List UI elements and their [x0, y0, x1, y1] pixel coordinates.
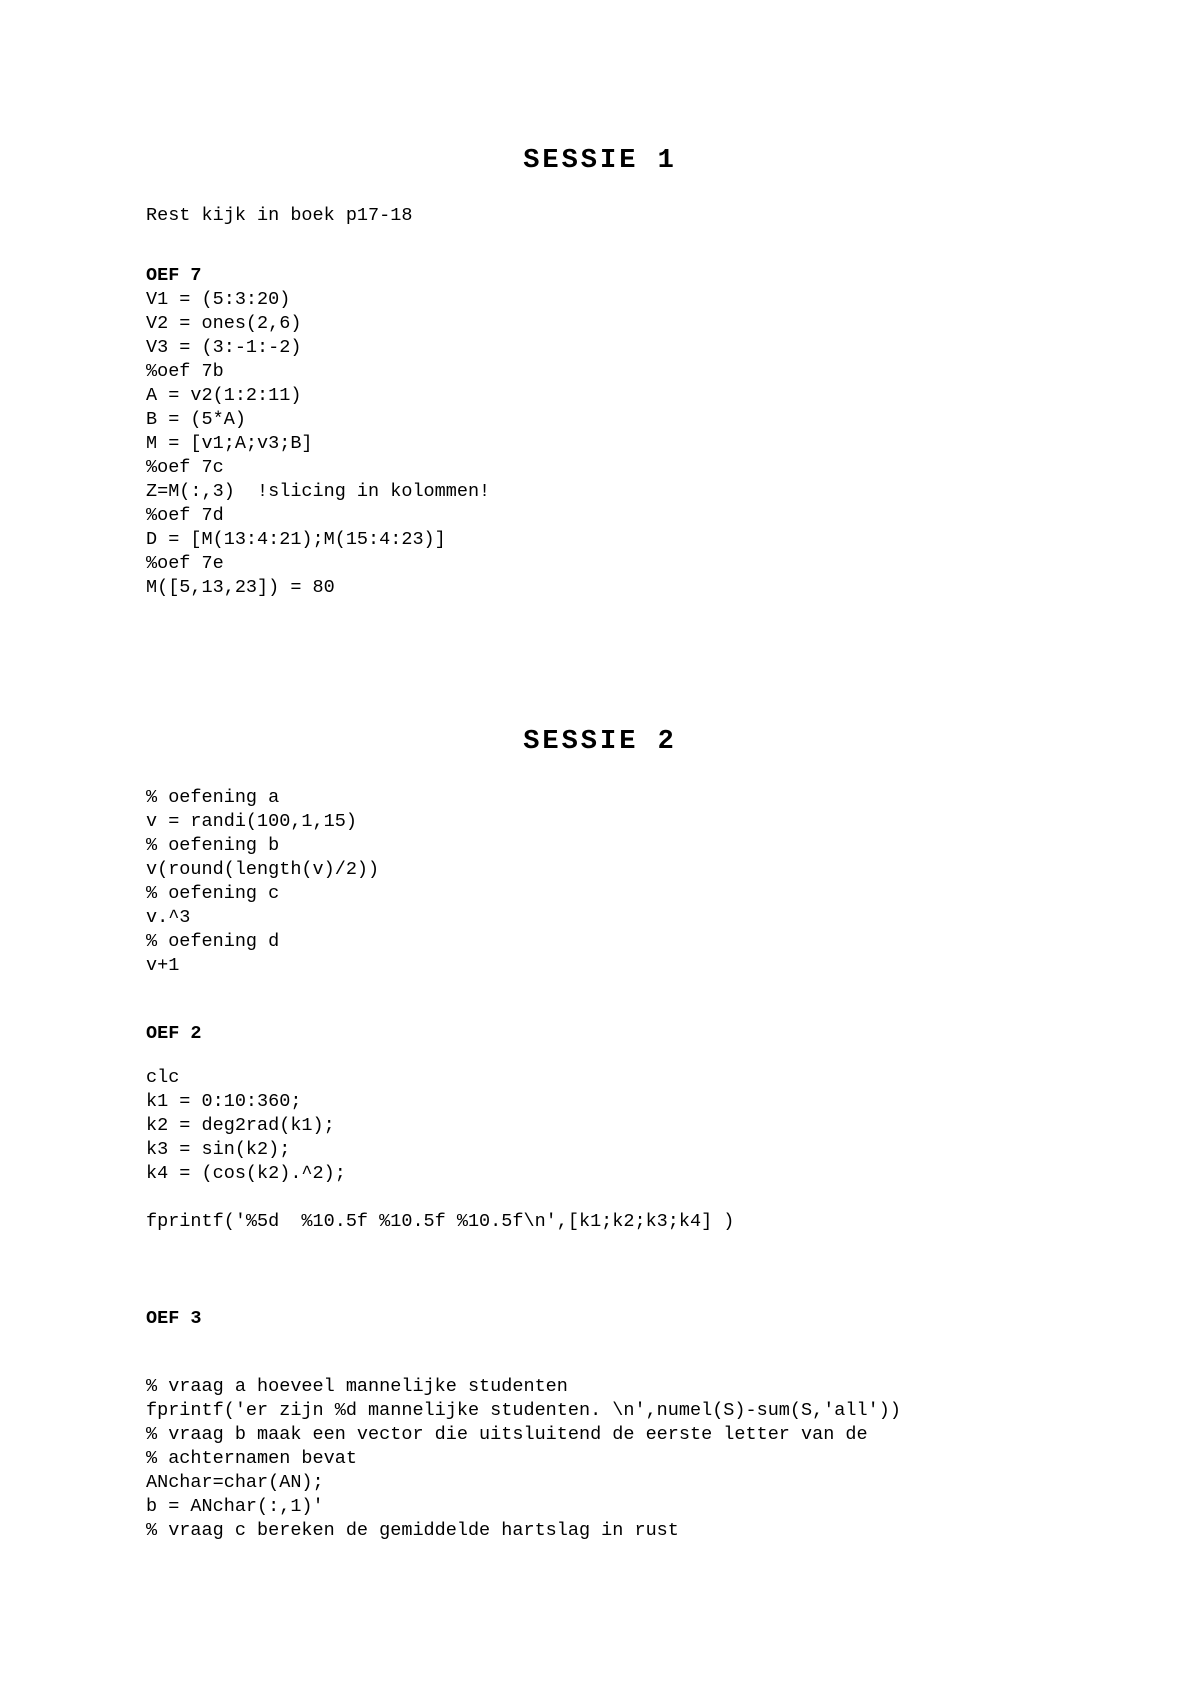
code-line: b = ANchar(:,1)'	[146, 1496, 324, 1517]
code-line: v+1	[146, 955, 180, 976]
code-line: D = [M(13:4:21);M(15:4:23)]	[146, 529, 446, 550]
code-line: % vraag c bereken de gemiddelde hartslag in rust	[146, 1520, 679, 1541]
code-line: % vraag b maak een vector die uitsluitend de eerste letter van de	[146, 1424, 868, 1445]
session-1-title: SESSIE 1	[523, 146, 677, 176]
oefening-code-block	[146, 786, 379, 978]
code-line: % oefening a	[146, 787, 280, 808]
code-line: % oefening d	[146, 931, 280, 952]
code-line: k4 = (cos(k2).^2);	[146, 1163, 346, 1184]
session-1-intro: Rest kijk in boek p17-18	[146, 205, 413, 226]
code-line: %oef 7e	[146, 553, 224, 574]
code-line: % vraag a hoeveel mannelijke studenten	[146, 1376, 568, 1397]
code-line: M = [v1;A;v3;B]	[146, 433, 313, 454]
oef-3-code-block	[146, 1375, 901, 1543]
code-line: %oef 7c	[146, 457, 224, 478]
code-line: % achternamen bevat	[146, 1448, 357, 1469]
oef-3-heading: OEF 3	[146, 1308, 202, 1329]
code-line: ANchar=char(AN);	[146, 1472, 324, 1493]
code-line: %oef 7b	[146, 361, 224, 382]
code-line: k1 = 0:10:360;	[146, 1091, 302, 1112]
code-line: fprintf('er zijn %d mannelijke studenten. \n',numel(S)-sum(S,'all'))	[146, 1400, 901, 1421]
code-line: B = (5*A)	[146, 409, 246, 430]
oef-2-heading: OEF 2	[146, 1023, 202, 1044]
code-line: v(round(length(v)/2))	[146, 859, 380, 880]
code-line: M([5,13,23]) = 80	[146, 577, 335, 598]
code-line: V2 = ones(2,6)	[146, 313, 302, 334]
code-line: V3 = (3:-1:-2)	[146, 337, 302, 358]
code-line: Z=M(:,3) !slicing in kolommen!	[146, 481, 491, 502]
code-line: clc	[146, 1067, 180, 1088]
code-line: k2 = deg2rad(k1);	[146, 1115, 335, 1136]
code-line: k3 = sin(k2);	[146, 1139, 291, 1160]
oef-7-heading: OEF 7	[146, 265, 202, 286]
code-line: A = v2(1:2:11)	[146, 385, 302, 406]
code-line: v.^3	[146, 907, 191, 928]
code-line: V1 = (5:3:20)	[146, 289, 291, 310]
code-line: v = randi(100,1,15)	[146, 811, 357, 832]
oef-2-fprintf-line: fprintf('%5d %10.5f %10.5f %10.5f\n',[k1;k2;k3;k4] )	[146, 1211, 735, 1232]
session-2-title: SESSIE 2	[523, 727, 677, 757]
code-line: %oef 7d	[146, 505, 224, 526]
code-line: % oefening b	[146, 835, 280, 856]
oef-7-code-block	[146, 288, 490, 600]
oef-2-code-block	[146, 1066, 346, 1186]
code-line: % oefening c	[146, 883, 280, 904]
